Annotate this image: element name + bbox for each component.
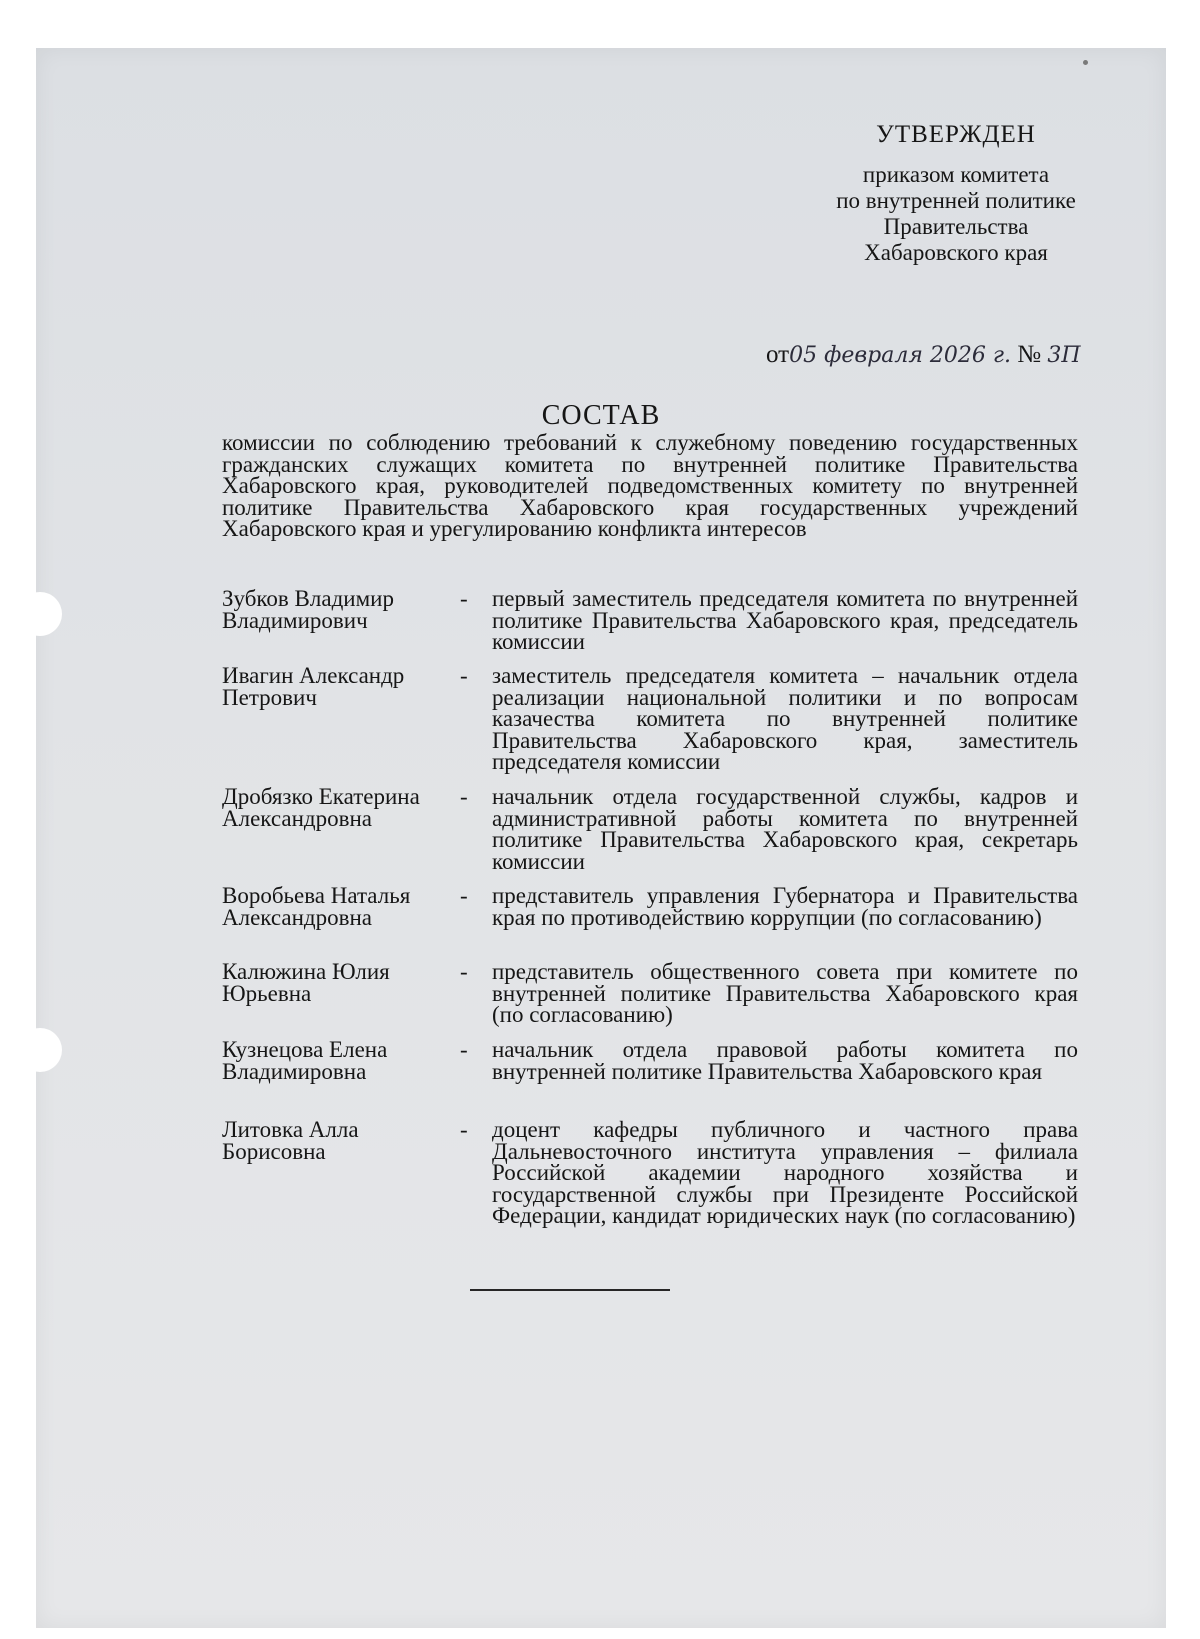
member-row <box>222 961 1078 1039</box>
approval-heading: УТВЕРЖДЕН <box>876 121 1036 148</box>
handwritten-number: 3П <box>1047 343 1081 368</box>
member-row <box>222 665 1078 786</box>
member-role: доцент кафедры публичного и частного права Дальневосточного института управления – филиала Российской академии народного хозяйства и государственной службы при Президенте Российской Федерации, кандидат юридических наук (по согласованию) <box>492 1117 1078 1228</box>
member-name: Дробязко Екатерина Александровна <box>222 784 420 831</box>
member-role: представитель управления Губернатора и Правительства края по противодействию коррупции (по согласованию) <box>492 883 1078 930</box>
document-page <box>36 48 1166 1628</box>
member-row <box>222 1119 1078 1227</box>
number-label: № <box>1017 341 1042 368</box>
member-dash: - <box>460 784 468 809</box>
member-dash: - <box>460 959 468 984</box>
member-dash: - <box>460 663 468 688</box>
members-list <box>222 588 1078 1227</box>
member-row <box>222 786 1078 885</box>
member-dash: - <box>460 1117 468 1142</box>
member-role: начальник отдела государственной службы, кадров и административной работы комитета по внутренней политике Правительства Хабаровского края, секретарь комиссии <box>492 784 1078 874</box>
member-row <box>222 885 1078 961</box>
member-row <box>222 1039 1078 1119</box>
member-role: первый заместитель председателя комитета по внутренней политике Правительства Хабаровского края, председатель комиссии <box>492 586 1078 654</box>
member-name: Калюжина Юлия Юрьевна <box>222 959 390 1006</box>
member-role: заместитель председателя комитета – начальник отдела реализации национальной политики и по вопросам казачества комитета по внутренней политике Правительства Хабаровского края, заместитель председателя комиссии <box>492 663 1078 774</box>
closing-rule <box>470 1289 670 1291</box>
date-prefix: от <box>766 341 790 368</box>
member-dash: - <box>460 883 468 908</box>
approval-line: по внутренней политике <box>836 188 1076 213</box>
member-dash: - <box>460 586 468 611</box>
member-name: Литовка Алла Борисовна <box>222 1117 359 1164</box>
approval-line: Хабаровского края <box>864 240 1048 265</box>
order-date-number <box>766 342 1106 369</box>
approval-block <box>766 121 1116 368</box>
member-dash: - <box>460 1037 468 1062</box>
member-name: Кузнецова Елена Владимировна <box>222 1037 388 1084</box>
approval-line: Правительства <box>883 214 1029 239</box>
member-role: представитель общественного совета при комитете по внутренней политике Правительства Хабаровского края (по согласованию) <box>492 959 1078 1027</box>
document-title: СОСТАВ <box>541 400 661 431</box>
approval-line: приказом комитета <box>862 162 1050 187</box>
punch-hole <box>18 1028 62 1072</box>
member-name: Ивагин Александр Петрович <box>222 663 405 710</box>
member-name: Воробьева Наталья Александровна <box>222 883 411 930</box>
scan-speck <box>1083 60 1088 65</box>
member-name: Зубков Владимир Владимирович <box>222 586 394 633</box>
handwritten-date: 05 февраля 2026 г. <box>789 343 1011 368</box>
member-row <box>222 588 1078 665</box>
document-subtitle: комиссии по соблюдению требований к служебному поведению государственных гражданских служащих комитета по внутренней политике Правительства Хабаровского края, руководителей подведомственных комитету по внутренней политике Правительства Хабаровского края государственных учреждений Хабаровского края и урегулированию конфликта интересов <box>222 430 1078 541</box>
member-role: начальник отдела правовой работы комитета по внутренней политике Правительства Хабаровского края <box>492 1037 1078 1084</box>
punch-hole <box>18 592 62 636</box>
